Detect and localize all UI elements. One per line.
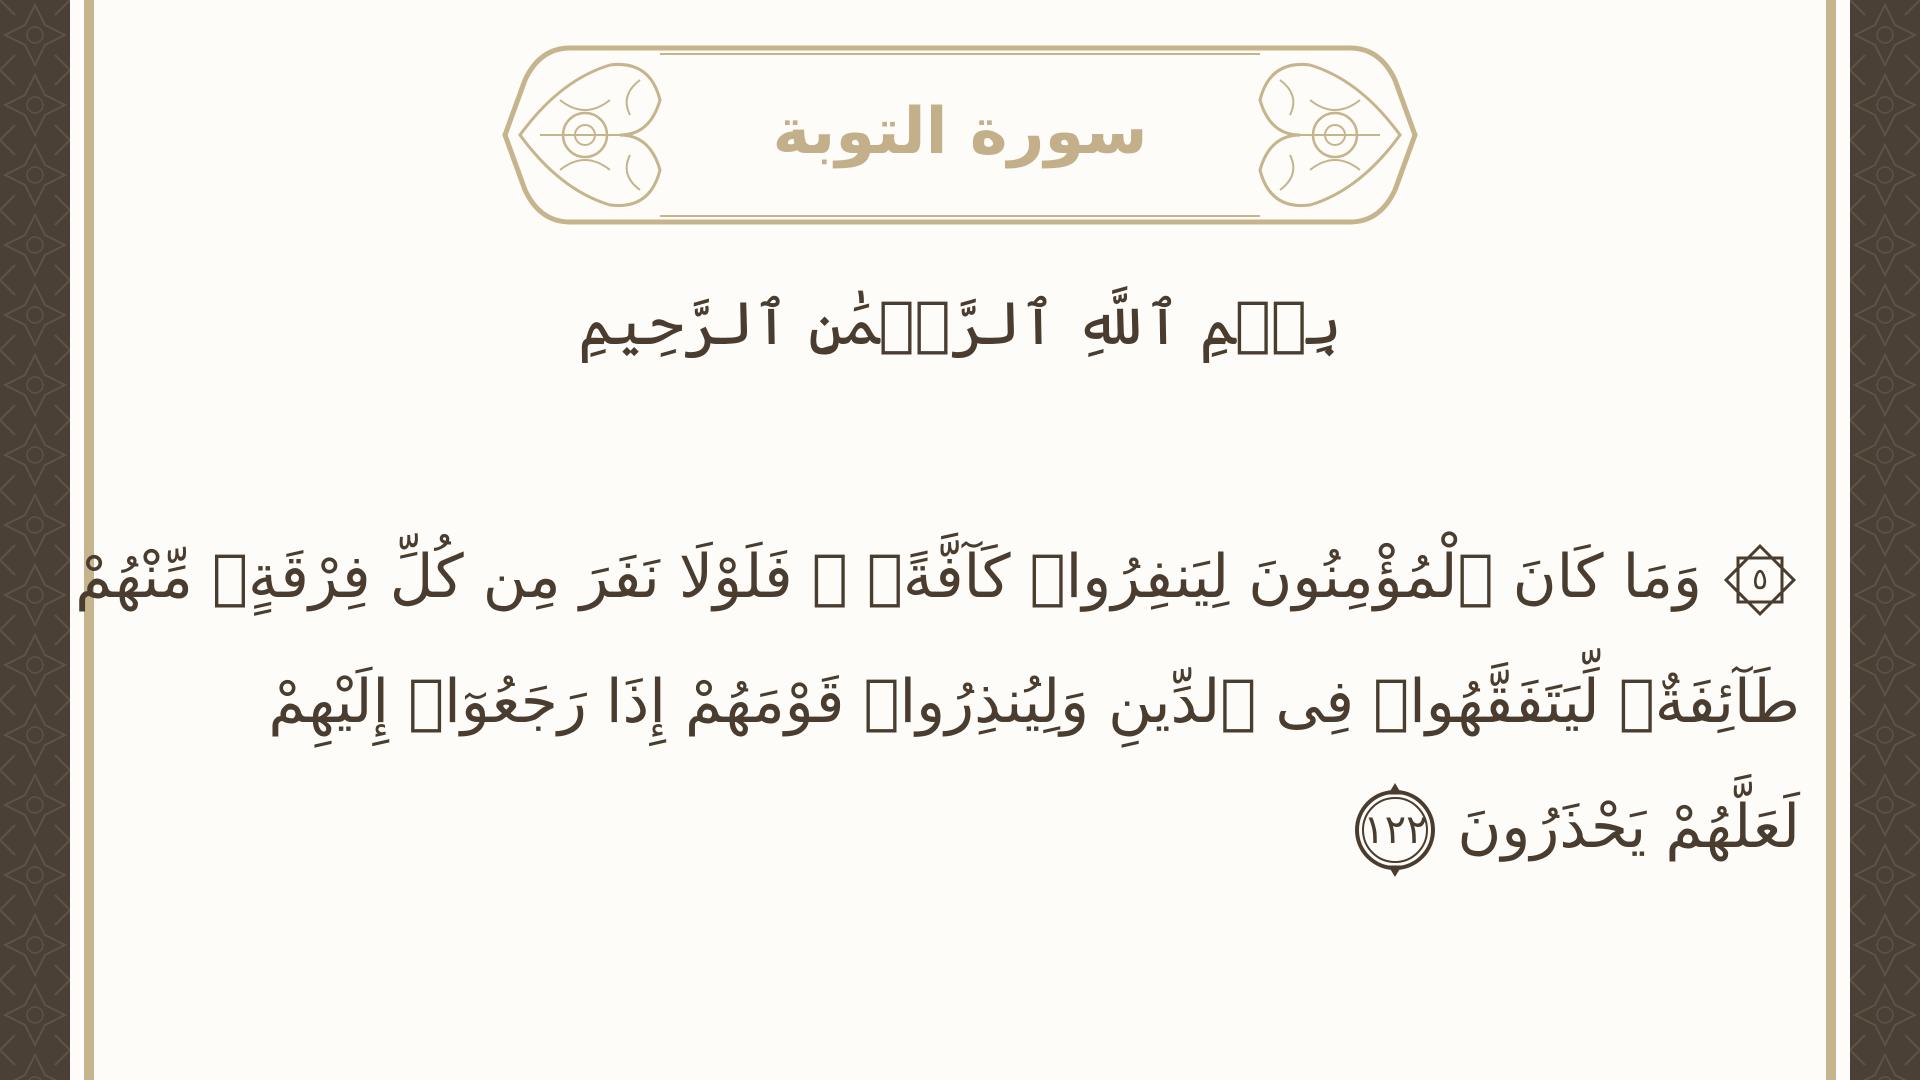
- verse-line-1-text: وَمَا كَانَ ٱلْمُؤْمِنُونَ لِيَنفِرُوا۟ كَآفَّةًۭ ۚ فَلَوْلَا نَفَرَ مِن كُلِّ فِرْقَةٍۢ مِّنْهُمْ: [75, 542, 1702, 612]
- left-ornamental-border: [0, 0, 70, 1080]
- ruku-marker: [1720, 540, 1800, 620]
- verse-line-1: [75, 515, 1800, 640]
- left-geometric-pattern-icon: [0, 0, 70, 1080]
- ruku-number: ٥: [1751, 562, 1769, 598]
- surah-title: سورة التوبة: [772, 95, 1148, 169]
- verse-line-3: [190, 765, 1800, 890]
- verse-line-3-text: لَعَلَّهُمْ يَحْذَرُونَ: [1457, 792, 1800, 862]
- ayah-number: ١٢٢: [1363, 807, 1428, 854]
- right-geometric-pattern-icon: [1850, 0, 1920, 1080]
- ayah-end-marker: [1347, 782, 1443, 878]
- verse-text: [75, 515, 1800, 890]
- right-ornamental-border: [1850, 0, 1920, 1080]
- verse-line-2: طَآئِفَةٌۭ لِّيَتَفَقَّهُوا۟ فِى ٱلدِّينِ وَلِيُنذِرُوا۟ قَوْمَهُمْ إِذَا رَجَعُوٓا۟ إِلَيْهِمْ: [268, 667, 1800, 737]
- right-gold-rule: [1826, 0, 1836, 1080]
- surah-title-cartouche: [500, 40, 1420, 230]
- basmala: بِسۡمِ ٱللَّهِ ٱلرَّحۡمَٰنِ ٱلرَّحِيمِ: [578, 289, 1342, 359]
